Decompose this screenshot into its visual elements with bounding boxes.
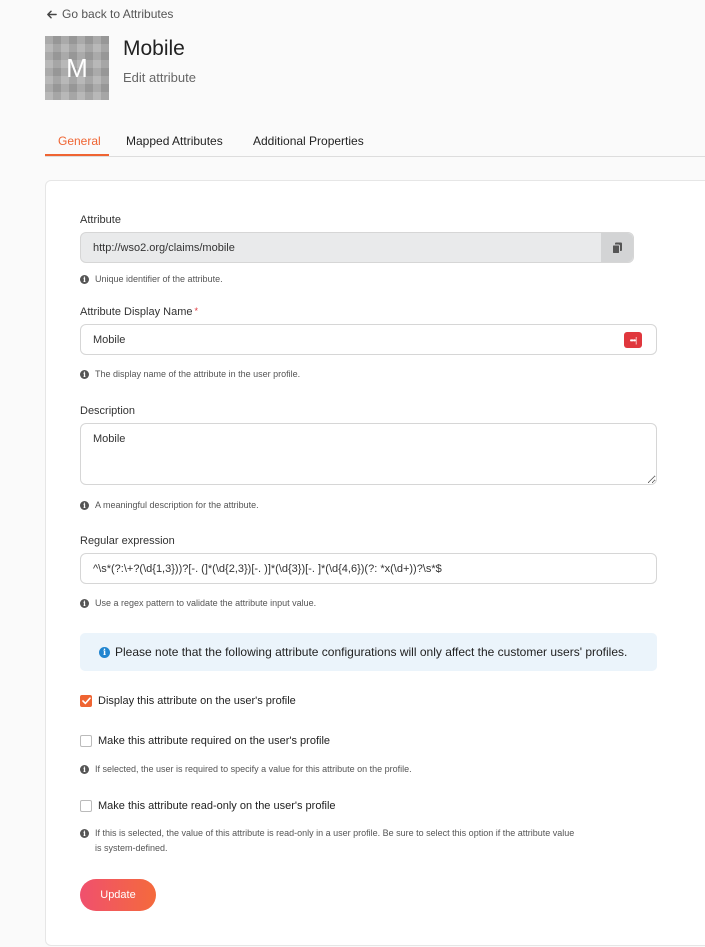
attribute-hint: i Unique identifier of the attribute. (80, 272, 223, 287)
display-name-hint: i The display name of the attribute in the user profile. (80, 367, 300, 382)
display-on-profile-option[interactable] (80, 695, 296, 707)
required-checkbox[interactable] (80, 735, 92, 747)
info-icon: i (80, 275, 89, 284)
page-title: Mobile (123, 37, 185, 60)
password-manager-icon[interactable]: •••| (624, 332, 642, 348)
avatar-letter: M (66, 52, 88, 83)
display-on-profile-label: Display this attribute on the user's profile (98, 695, 296, 707)
info-circle-icon: i (99, 647, 110, 658)
read-only-hint: i If this is selected, the value of this attribute is read-only in a user profile. Be sure to select this option if the attribute value is system-defined. (80, 826, 680, 856)
info-message (80, 633, 657, 671)
update-button[interactable]: Update (80, 879, 156, 911)
description-textarea[interactable] (80, 423, 657, 485)
arrow-left-icon (46, 9, 57, 20)
copy-button[interactable] (601, 233, 633, 262)
regex-label: Regular expression (80, 535, 175, 547)
required-option[interactable] (80, 735, 330, 747)
description-hint: i A meaningful description for the attribute. (80, 498, 259, 513)
info-icon: i (80, 829, 89, 838)
regex-value: ^\s*(?:\+?(\d{1,3}))?[-. (]*(\d{2,3})[-. )]*(\d{3})[-. ]*(\d{4,6})(?: *x(\d+))?\s*$ (93, 562, 442, 575)
back-link[interactable] (46, 7, 173, 21)
display-on-profile-checkbox[interactable] (80, 695, 92, 707)
info-message-text: Please note that the following attribute configurations will only affect the customer users' profiles. (115, 645, 628, 659)
display-name-input[interactable] (80, 324, 657, 355)
read-only-checkbox[interactable] (80, 800, 92, 812)
info-icon: i (80, 501, 89, 510)
info-icon: i (80, 370, 89, 379)
regex-hint: i Use a regex pattern to validate the attribute input value. (80, 596, 316, 611)
tab-bar (45, 128, 705, 157)
info-icon: i (80, 765, 89, 774)
active-tab-indicator (45, 154, 109, 156)
required-hint: i If selected, the user is required to specify a value for this attribute on the profile. (80, 762, 412, 777)
required-marker: * (194, 306, 199, 316)
avatar (45, 36, 109, 100)
display-name-value: Mobile (93, 333, 126, 346)
back-link-label: Go back to Attributes (62, 7, 174, 21)
read-only-label: Make this attribute read-only on the user's profile (98, 800, 336, 812)
copy-icon (612, 242, 623, 254)
attribute-value: http://wso2.org/claims/mobile (93, 241, 235, 254)
info-icon: i (80, 599, 89, 608)
regex-input[interactable] (80, 553, 657, 584)
tab-additional-properties[interactable]: Additional Properties (253, 134, 364, 148)
attribute-label: Attribute (80, 214, 121, 226)
required-label: Make this attribute required on the user's profile (98, 735, 330, 747)
tab-mapped-attributes[interactable]: Mapped Attributes (126, 134, 223, 148)
description-label: Description (80, 405, 136, 417)
page-subtitle: Edit attribute (123, 70, 196, 85)
checkmark-icon (82, 697, 91, 705)
read-only-option[interactable] (80, 800, 336, 812)
tab-general[interactable]: General (58, 134, 101, 148)
attribute-field[interactable] (80, 232, 634, 263)
display-name-label: Attribute Display Name * (80, 306, 199, 318)
